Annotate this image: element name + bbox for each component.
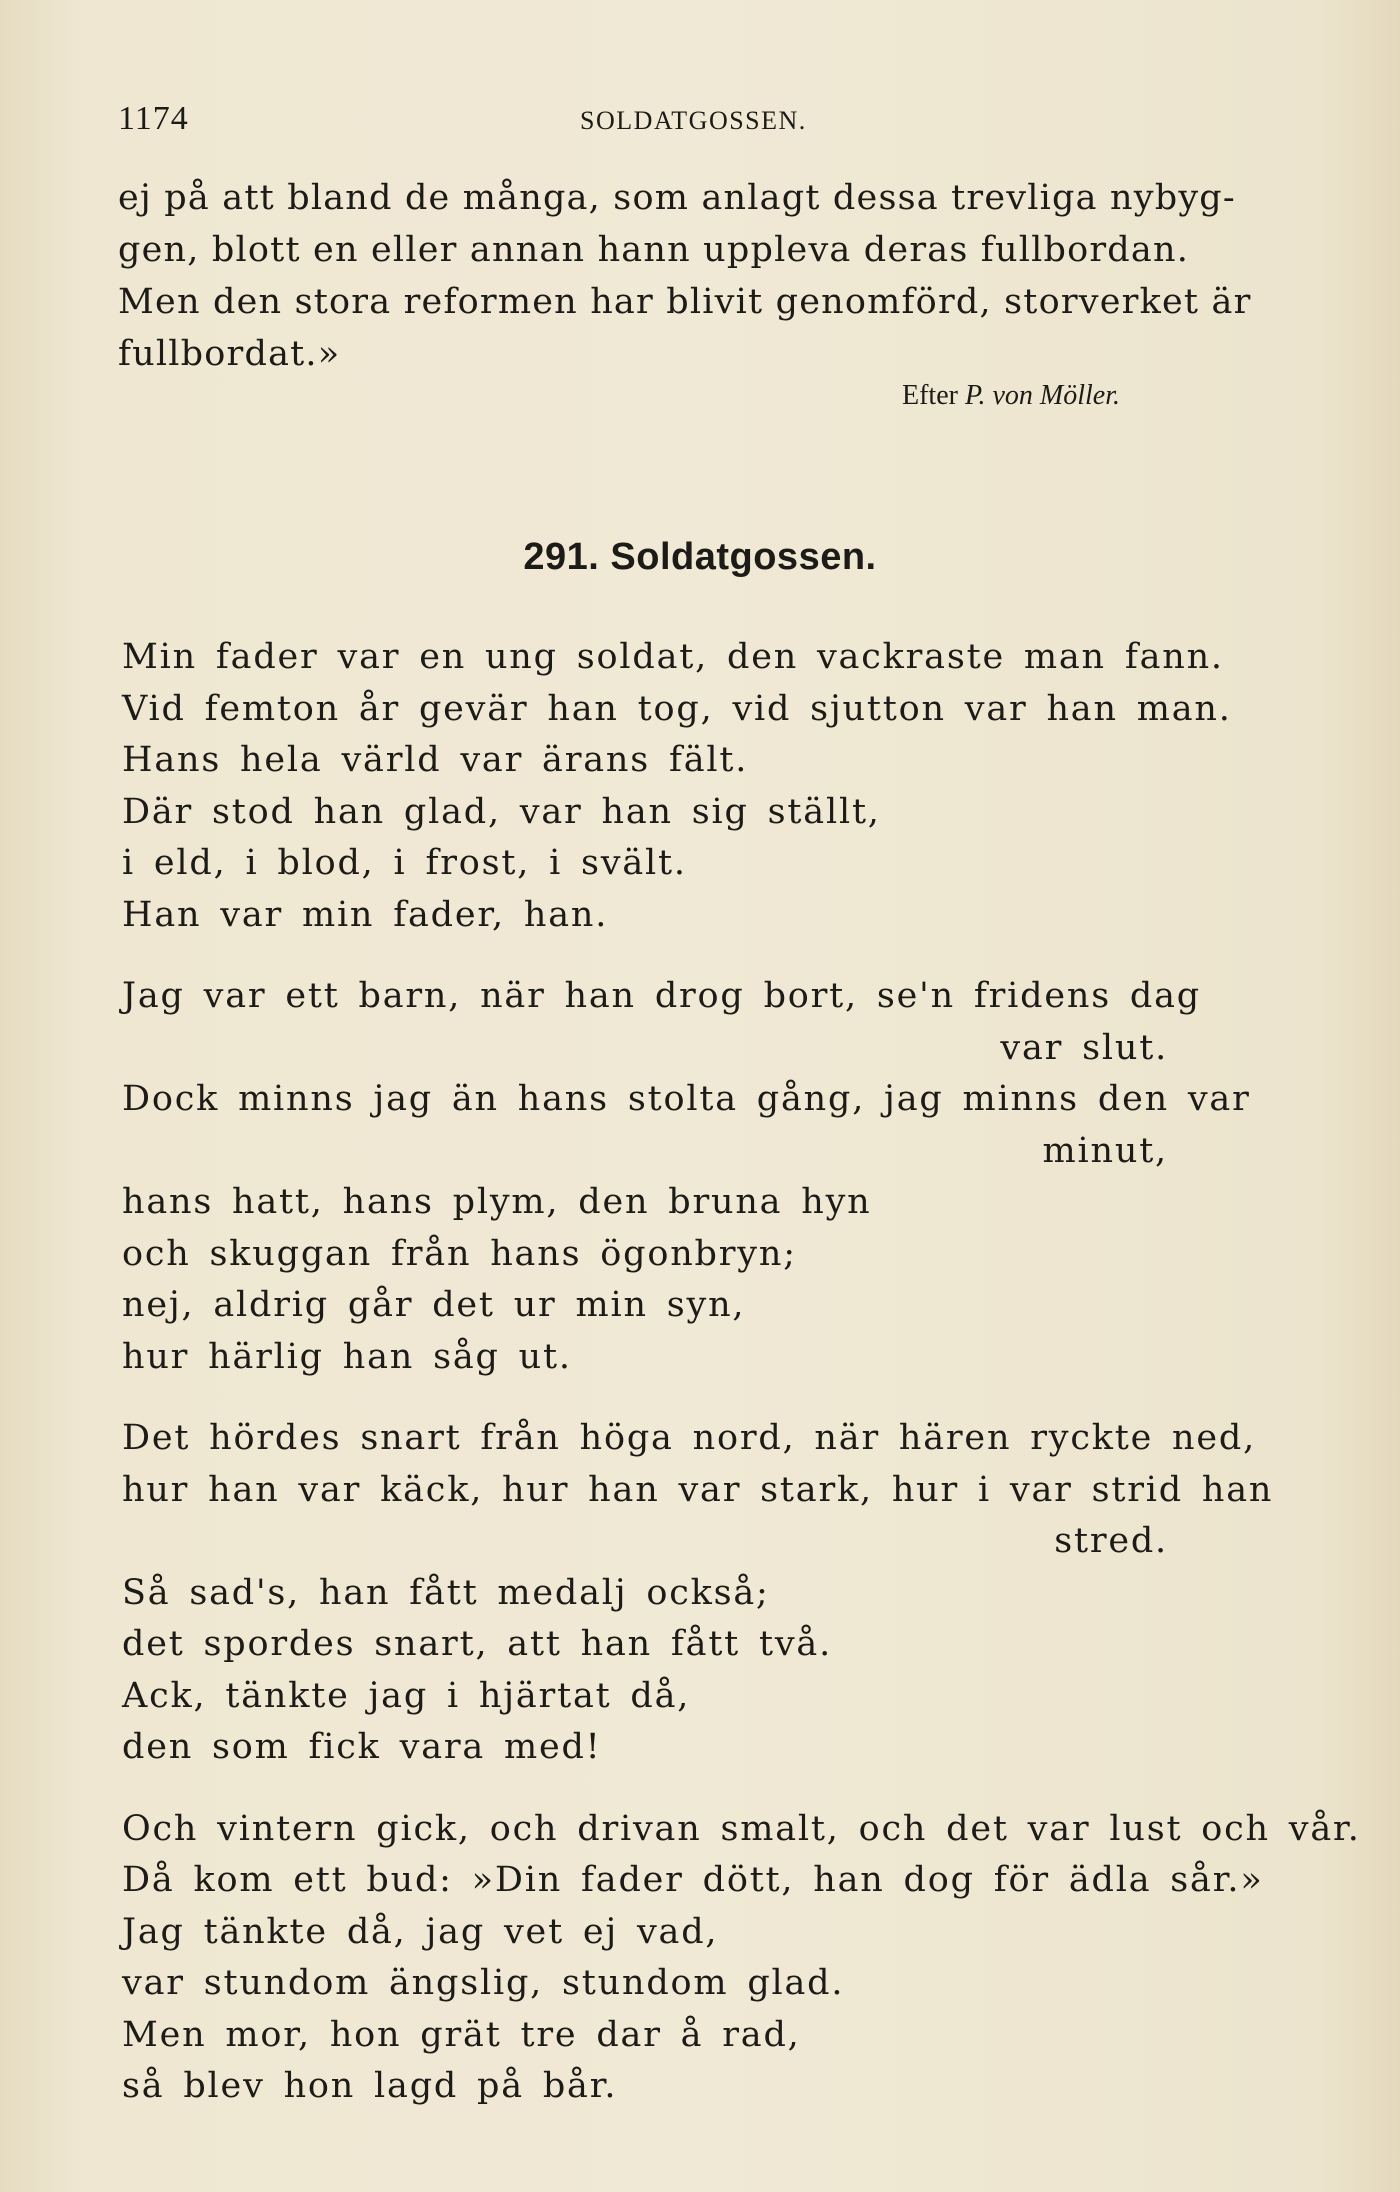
verse-line: hur härlig han såg ut. bbox=[122, 1336, 572, 1377]
stanza-2 bbox=[122, 971, 1298, 1383]
verse-line: det spordes snart, att han fått två. bbox=[122, 1624, 833, 1664]
stanza-4 bbox=[122, 1804, 1361, 2113]
verse-line-overflow: minut, bbox=[1042, 1130, 1168, 1171]
verse-line: hans hatt, hans plym, den bruna hyn bbox=[122, 1182, 872, 1222]
verse-line: nej, aldrig går det ur min syn, bbox=[122, 1285, 746, 1325]
verse-line: var stundom ängslig, stundom glad. bbox=[122, 1963, 845, 2003]
verse-line: och skuggan från hans ögonbryn; bbox=[122, 1233, 797, 1274]
verse-line: Då kom ett bud: »Din fader dött, han dog för ädla sår.» bbox=[122, 1860, 1264, 1900]
verse-line: Men mor, hon grät tre dar å rad, bbox=[122, 2014, 801, 2055]
poem-body bbox=[122, 632, 1361, 2113]
prose-line: Men den stora reformen har blivit genomförd, storverket är bbox=[118, 282, 1252, 322]
running-title: SOLDATGOSSEN. bbox=[580, 106, 807, 135]
verse-line: i eld, i blod, i frost, i svält. bbox=[122, 843, 687, 883]
prose-line: ej på att bland de många, som anlagt dessa trevliga nybyg- bbox=[118, 178, 1236, 218]
prose-line: fullbordat.» bbox=[118, 334, 341, 374]
page-header bbox=[118, 100, 1298, 140]
verse-line: den som fick vara med! bbox=[122, 1727, 602, 1767]
verse-line: Vid femton år gevär han tog, vid sjutton var han man. bbox=[122, 688, 1232, 729]
stanza-1 bbox=[122, 632, 1298, 941]
verse-line: Jag var ett barn, när han drog bort, se'n fridens dag bbox=[122, 976, 1201, 1016]
verse-line: Hans hela värld var ärans fält. bbox=[122, 740, 749, 780]
verse-line: Där stod han glad, var han sig ställt, bbox=[122, 791, 881, 832]
prose-line: gen, blott en eller annan hann uppleva deras fullbordan. bbox=[118, 230, 1190, 270]
verse-line: Och vintern gick, och drivan smalt, och det var lust och vår. bbox=[122, 1808, 1361, 1849]
verse-line: Det hördes snart från höga nord, när hären ryckte ned, bbox=[122, 1418, 1257, 1458]
attribution bbox=[902, 380, 1120, 412]
verse-line: Min fader var en ung soldat, den vackraste man fann. bbox=[122, 637, 1224, 677]
verse-line: Ack, tänkte jag i hjärtat då, bbox=[122, 1675, 691, 1716]
poem-title: 291. Soldatgossen. bbox=[523, 536, 877, 578]
verse-line: så blev hon lagd på bår. bbox=[122, 2066, 618, 2106]
verse-line: Han var min fader, han. bbox=[122, 894, 609, 935]
attribution-prefix: Efter bbox=[902, 380, 958, 411]
stanza-3 bbox=[122, 1413, 1298, 1774]
verse-line: Dock minns jag än hans stolta gång, jag minns den var bbox=[122, 1079, 1251, 1119]
prose-paragraph bbox=[118, 172, 1298, 380]
verse-line: hur han var käck, hur han var stark, hur i var strid han bbox=[122, 1469, 1274, 1510]
verse-line: Så sad's, han fått medalj också; bbox=[122, 1572, 770, 1613]
page-number: 1174 bbox=[118, 100, 189, 137]
verse-line: Jag tänkte då, jag vet ej vad, bbox=[122, 1911, 719, 1952]
verse-line-overflow: var slut. bbox=[1000, 1027, 1168, 1068]
verse-line-overflow: stred. bbox=[1054, 1521, 1168, 1561]
attribution-author: P. von Möller. bbox=[964, 380, 1120, 411]
